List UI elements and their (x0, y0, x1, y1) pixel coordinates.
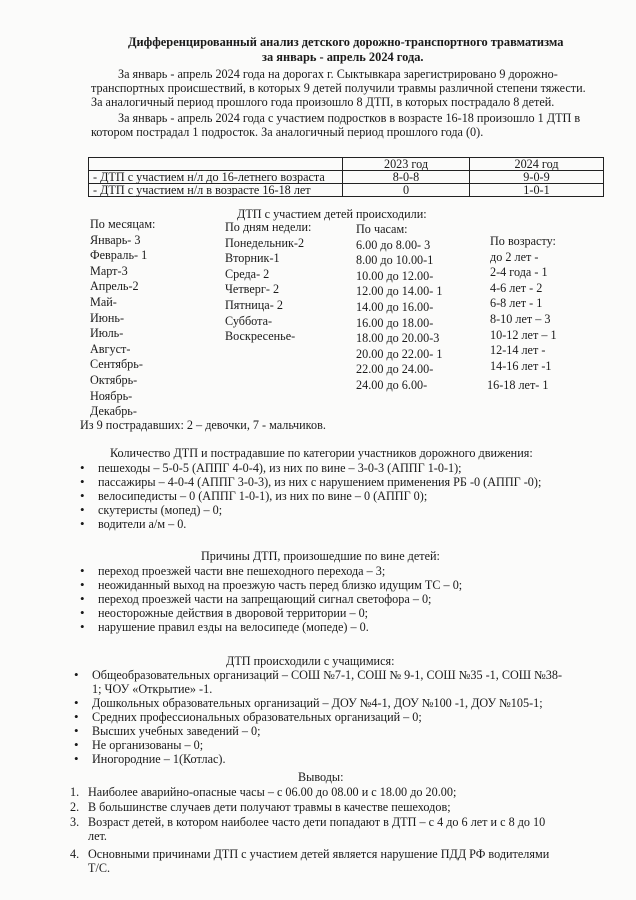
months-item: Июнь- (90, 310, 125, 325)
table-cell: - ДТП с участием н/л до 16-летнего возраста (89, 171, 343, 184)
list-item: • нарушение правил езды на велосипеде (мопеде) – 0. (78, 620, 462, 634)
list-item: • Дошкольных образовательных организаций – ДОУ №4-1, ДОУ №100 -1, ДОУ №105-1; (72, 696, 562, 710)
causes-heading: Причины ДТП, произошедшие по вине детей: (201, 549, 440, 563)
table-header-cell (89, 158, 343, 171)
ages-item: По возрасту: (490, 234, 556, 248)
months-item: Март-3 (90, 263, 128, 278)
ages-column (490, 234, 557, 374)
days-item: Воскресенье- (225, 329, 296, 344)
months-item: Февраль- 1 (90, 248, 148, 263)
conclusion-text-continuation: Т/С. (88, 861, 111, 875)
list-item: • Общеобразовательных организаций – СОШ №7-1, СОШ № 9-1, СОШ №35 -1, СОШ №38- (72, 668, 562, 682)
ages-item: до 2 лет - (490, 249, 539, 264)
list-item: • водители а/м – 0. (78, 517, 541, 531)
causes-list (78, 564, 462, 634)
document-title: Дифференцированный анализ детского дорожно-транспортного травматизма (128, 35, 564, 49)
conclusion-text: Возраст детей, в котором наиболее часто дети попадают в ДТП – с 4 до 6 лет и с 8 до 10 (88, 815, 546, 829)
list-item: • переход проезжей части вне пешеходного перехода – 3; (78, 564, 462, 578)
conclusion-text-continuation: лет. (88, 829, 107, 843)
dtp-stats-table (88, 157, 604, 197)
days-item: Четверг- 2 (225, 282, 280, 297)
days-item: Понедельник-2 (225, 235, 305, 250)
categories-heading: Количество ДТП и пострадавшие по категории участников дорожного движения: (110, 446, 533, 460)
days-item: Вторник-1 (225, 251, 280, 266)
hours-item: 6.00 до 8.00- 3 (356, 237, 431, 252)
hours-item: 22.00 до 24.00- (356, 362, 434, 377)
conclusion-text: Наиболее аварийно-опасные часы – с 06.00 до 08.00 и с 18.00 до 20.00; (88, 785, 457, 799)
hours-item: 20.00 до 22.00- 1 (356, 346, 443, 361)
list-item: • скутеристы (мопед) – 0; (78, 503, 541, 517)
ages-item: 4-6 лет - 2 (490, 280, 543, 295)
months-item: Май- (90, 294, 117, 309)
hours-item: 18.00 до 20.00-3 (356, 331, 440, 346)
conclusions-heading: Выводы: (298, 770, 344, 784)
conclusion-number: 3. (70, 815, 80, 829)
ages-item: 8-10 лет – 3 (490, 311, 551, 326)
list-item-continuation: 1; ЧОУ «Открытие» -1. (92, 682, 213, 696)
table-header-cell: 2023 год (343, 158, 470, 171)
table-row (89, 184, 604, 197)
months-item: По месяцам: (90, 217, 156, 231)
paragraph-2-line-1: За январь - апрель 2024 года с участием подростков в возрасте 16-18 произошло 1 ДТП в (118, 111, 581, 125)
hours-item: 16.00 до 18.00- (356, 315, 434, 330)
list-item: • Средних профессиональных образовательных организаций – 0; (72, 710, 562, 724)
list-item: • велосипедисты – 0 (АППГ 1-0-1), из них по вине – 0 (АППГ 0); (78, 489, 541, 503)
conclusion-number: 1. (70, 785, 80, 799)
months-item: Январь- 3 (90, 232, 141, 247)
paragraph-1-line-3: За аналогичный период прошлого года произошло 8 ДТП, в которых пострадало 8 детей. (91, 95, 555, 109)
months-item: Ноябрь- (90, 388, 133, 403)
months-item: Октябрь- (90, 372, 138, 387)
hours-item: По часам: (356, 222, 408, 236)
list-item: • Не организованы – 0; (72, 738, 562, 752)
document-subtitle: за январь - апрель 2024 года. (262, 50, 424, 64)
hours-item: 24.00 до 6.00- (356, 377, 428, 392)
days-item: Суббота- (225, 313, 273, 328)
students-list (72, 668, 562, 766)
months-column (90, 217, 155, 420)
months-item: Декабрь- (90, 404, 137, 419)
days-item: По дням недели: (225, 220, 312, 234)
months-item: Сентябрь- (90, 357, 143, 372)
victims-summary: Из 9 пострадавших: 2 – девочки, 7 - мальчиков. (80, 418, 326, 432)
paragraph-2-line-2: котором пострадал 1 подросток. За аналогичный период прошлого года (0). (91, 125, 484, 139)
paragraph-1-line-2: транспортных происшествий, в которых 9 детей получили травмы различной степени тяжести. (91, 81, 586, 95)
categories-list (78, 461, 541, 531)
hours-item: 8.00 до 10.00-1 (356, 253, 434, 268)
distribution-heading: ДТП с участием детей происходили: (237, 207, 427, 221)
conclusion-text: В большинстве случаев дети получают травмы в качестве пешеходов; (88, 800, 451, 814)
list-item: • неожиданный выход на проезжую часть перед близко идущим ТС – 0; (78, 578, 462, 592)
list-item: • пассажиры – 4-0-4 (АППГ 3-0-3), из них с нарушением применения РБ -0 (АППГ -0); (78, 475, 541, 489)
list-item: • Иногородние – 1(Котлас). (72, 752, 562, 766)
days-column (225, 220, 311, 345)
table-cell: 1-0-1 (470, 184, 604, 197)
hours-column (356, 222, 442, 394)
ages-item: 12-14 лет - (490, 343, 546, 358)
conclusion-text: Основными причинами ДТП с участием детей является нарушение ПДД РФ водителями (88, 847, 550, 861)
list-item: • переход проезжей части на запрещающий сигнал светофора – 0; (78, 592, 462, 606)
months-item: Июль- (90, 326, 124, 341)
ages-item: 10-12 лет – 1 (490, 327, 557, 342)
table-cell: - ДТП с участием н/л в возрасте 16-18 лет (89, 184, 343, 197)
table-header-cell: 2024 год (470, 158, 604, 171)
table-cell: 0 (343, 184, 470, 197)
months-item: Август- (90, 341, 131, 356)
conclusion-number: 2. (70, 800, 80, 814)
table-header-row (89, 158, 604, 171)
days-item: Среда- 2 (225, 266, 270, 281)
ages-item: 6-8 лет - 1 (490, 296, 543, 311)
ages-item: 2-4 года - 1 (490, 265, 548, 280)
table-row (89, 171, 604, 184)
list-item: • пешеходы – 5-0-5 (АППГ 4-0-4), из них по вине – 3-0-3 (АППГ 1-0-1); (78, 461, 541, 475)
days-item: Пятница- 2 (225, 297, 283, 312)
table-cell: 8-0-8 (343, 171, 470, 184)
ages-item: 14-16 лет -1 (490, 358, 552, 373)
students-heading: ДТП происходили с учащимися: (226, 654, 395, 668)
list-item: • неосторожные действия в дворовой территории – 0; (78, 606, 462, 620)
table-cell: 9-0-9 (470, 171, 604, 184)
months-item: Апрель-2 (90, 279, 139, 294)
list-item: • Высших учебных заведений – 0; (72, 724, 562, 738)
paragraph-1-line-1: За январь - апрель 2024 года на дорогах г. Сыктывкара зарегистрировано 9 дорожно- (118, 67, 558, 81)
conclusion-number: 4. (70, 847, 80, 861)
ages-item-last: 16-18 лет- 1 (487, 378, 549, 392)
hours-item: 14.00 до 16.00- (356, 299, 434, 314)
hours-item: 10.00 до 12.00- (356, 268, 434, 283)
hours-item: 12.00 до 14.00- 1 (356, 284, 443, 299)
